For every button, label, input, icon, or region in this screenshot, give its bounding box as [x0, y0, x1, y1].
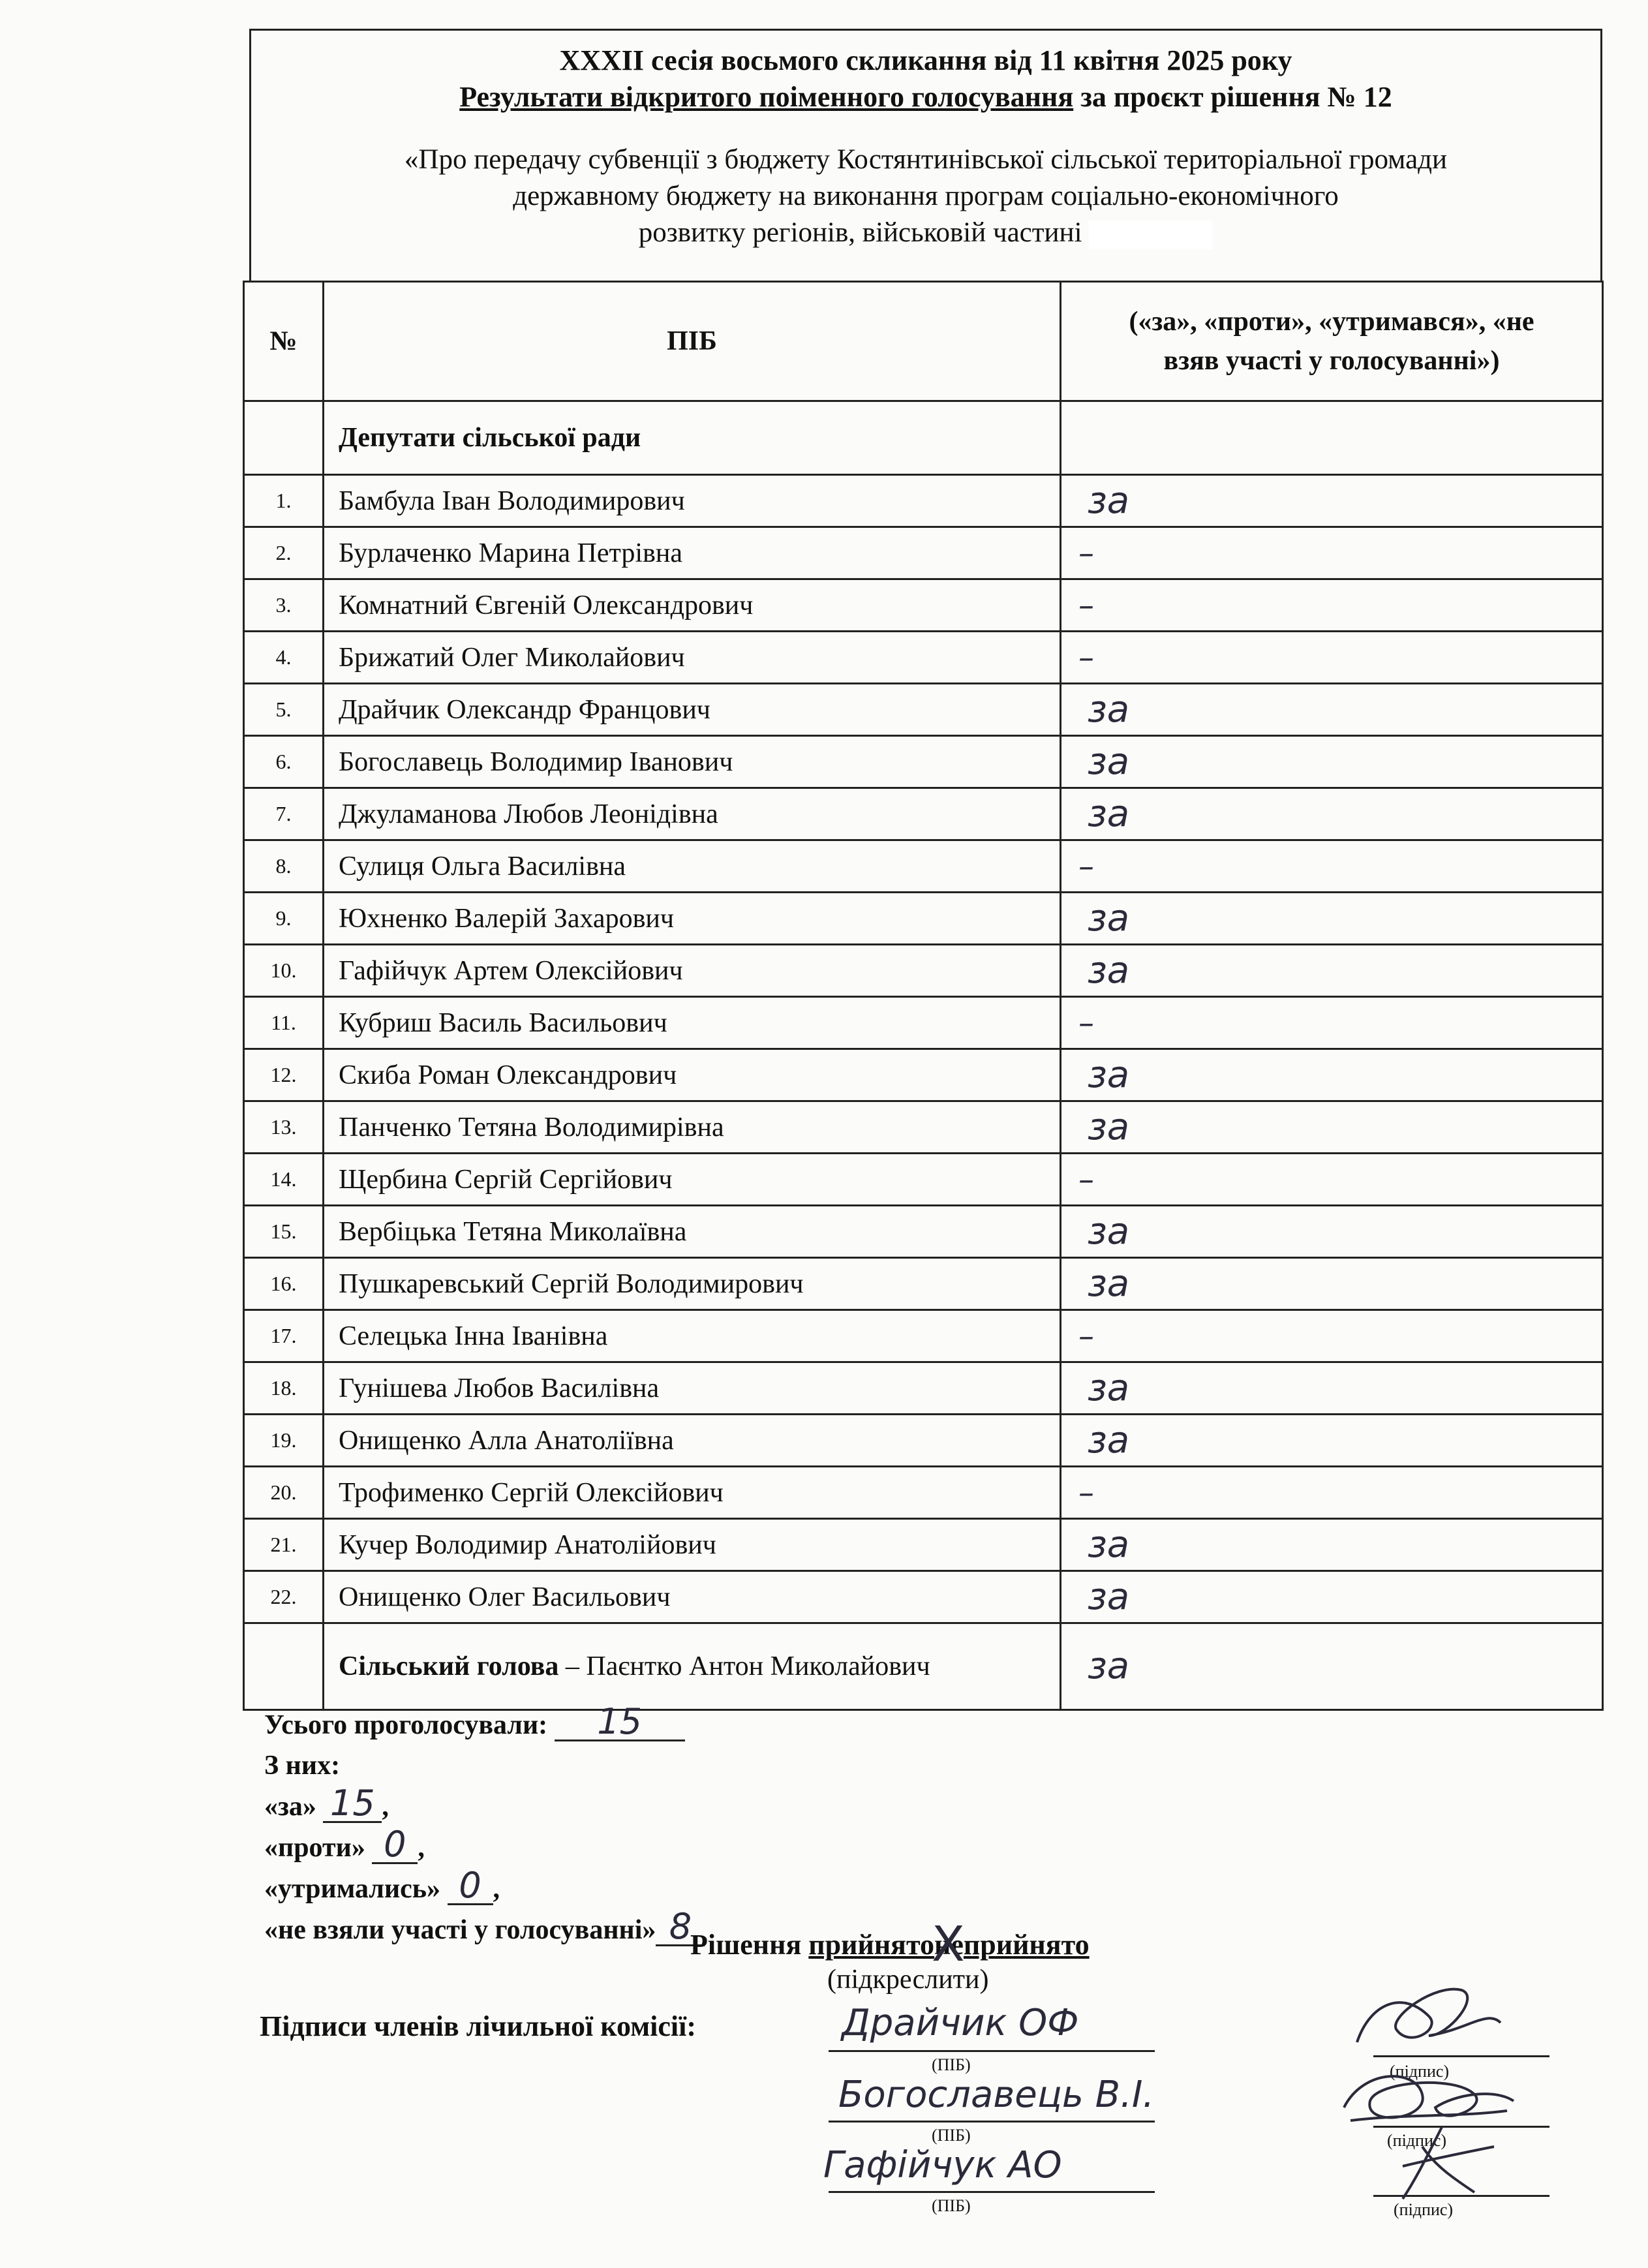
- row-number: 8.: [244, 840, 324, 893]
- row-number: 16.: [244, 1258, 324, 1310]
- total-value: 15: [555, 1704, 685, 1741]
- table-row: [244, 1049, 1603, 1101]
- table-row: [244, 475, 1603, 527]
- deputy-name: Трофименко Сергій Олексійович: [324, 1467, 1061, 1519]
- absent-line: [264, 1906, 705, 1950]
- abstain-value: 0: [448, 1868, 493, 1905]
- vote-value: за: [1061, 1258, 1603, 1310]
- vote-value: –: [1061, 1154, 1603, 1206]
- vote-value: за: [1061, 1362, 1603, 1415]
- row-number: 10.: [244, 945, 324, 997]
- subject-line-2: державному бюджету на виконання програм соціально-економічного: [513, 181, 1339, 211]
- deputy-name: Юхненко Валерій Захарович: [324, 893, 1061, 945]
- vote-value: за: [1061, 684, 1603, 736]
- table-row: [244, 840, 1603, 893]
- deputy-name: Драйчик Олександр Францович: [324, 684, 1061, 736]
- deputy-name: Селецька Інна Іванівна: [324, 1310, 1061, 1362]
- decision-prefix: Рішення: [690, 1929, 809, 1961]
- village-head-name: [324, 1623, 1061, 1710]
- table-row: [244, 1519, 1603, 1571]
- deputy-name: Гафійчук Артем Олексійович: [324, 945, 1061, 997]
- deputy-name: Бурлаченко Марина Петрівна: [324, 527, 1061, 579]
- table-row: [244, 632, 1603, 684]
- document-header: [249, 29, 1602, 282]
- row-number: 18.: [244, 1362, 324, 1415]
- deputy-name: Пушкаревський Сергій Володимирович: [324, 1258, 1061, 1310]
- vote-value: –: [1061, 1310, 1603, 1362]
- table-row: [244, 527, 1603, 579]
- commission-signatures-label: Підписи членів лічильної комісії:: [260, 2010, 697, 2042]
- for-line: «за» 15 ,: [264, 1783, 389, 1824]
- underline-hint: (підкреслити): [827, 1965, 989, 1995]
- session-title: XXXII сесія восьмого скликання від 11 квітня 2025 року: [559, 44, 1292, 76]
- vote-value: за: [1061, 1101, 1603, 1154]
- deputy-name: Онищенко Алла Анатоліївна: [324, 1415, 1061, 1467]
- vote-value: за: [1061, 788, 1603, 840]
- vote-value: за: [1061, 1049, 1603, 1101]
- table-row: [244, 1571, 1603, 1623]
- table-row: [244, 684, 1603, 736]
- for-value: 15: [323, 1786, 382, 1823]
- deputy-name: Скиба Роман Олександрович: [324, 1049, 1061, 1101]
- vote-value: –: [1061, 1467, 1603, 1519]
- deputy-name: Кубриш Василь Васильович: [324, 997, 1061, 1049]
- signature-3: [1364, 2121, 1507, 2205]
- section-vote-cell: [1061, 401, 1603, 475]
- column-header-number: №: [244, 282, 324, 401]
- table-row: [244, 1310, 1603, 1362]
- vote-summary: [264, 1701, 705, 1950]
- village-head-title: Сільський голова: [339, 1651, 559, 1681]
- subject-line-3-text: розвитку регіонів, військовій частині: [638, 217, 1082, 248]
- against-line: «проти» 0 ,: [264, 1824, 425, 1865]
- row-number: 9.: [244, 893, 324, 945]
- table-row: [244, 893, 1603, 945]
- vote-value: за: [1061, 1571, 1603, 1623]
- vote-value: –: [1061, 840, 1603, 893]
- row-number: 20.: [244, 1467, 324, 1519]
- deputy-name: Джуламанова Любов Леонідівна: [324, 788, 1061, 840]
- decision-rejected: прийнято: [963, 1929, 1090, 1961]
- table-row: [244, 788, 1603, 840]
- name-caption-1: (ПІБ): [932, 2055, 971, 2074]
- column-header-vote-line2: взяв участі у голосуванні»): [1163, 346, 1500, 376]
- signature-1: [1331, 1964, 1527, 2062]
- abstain-label: «утримались»: [264, 1874, 441, 1904]
- row-number: 2.: [244, 527, 324, 579]
- deputy-name: Бамбула Іван Володимирович: [324, 475, 1061, 527]
- redaction-mask: [1089, 221, 1213, 249]
- table-row: [244, 997, 1603, 1049]
- row-number: 3.: [244, 579, 324, 632]
- row-number: 11.: [244, 997, 324, 1049]
- deputy-name: Щербина Сергій Сергійович: [324, 1154, 1061, 1206]
- subject-line-3: [251, 215, 1600, 251]
- of-them-label: З них:: [264, 1751, 341, 1781]
- village-head-fullname: – Паєнтко Антон Миколайович: [558, 1651, 930, 1681]
- results-title: [251, 79, 1600, 115]
- absent-value: 8: [656, 1909, 705, 1946]
- deputy-name: Вербіцька Тетяна Миколаївна: [324, 1206, 1061, 1258]
- decision-line: [690, 1928, 1090, 1961]
- column-header-vote-line1: («за», «проти», «утримався», «не: [1129, 307, 1534, 337]
- vote-value: за: [1061, 1415, 1603, 1467]
- commission-member-name-1: Драйчик ОФ: [842, 2002, 1079, 2044]
- row-number: 12.: [244, 1049, 324, 1101]
- row-number: 19.: [244, 1415, 324, 1467]
- table-row: [244, 1206, 1603, 1258]
- subject-line-1: «Про передачу субвенції з бюджету Костянтинівської сільської територіальної громади: [404, 144, 1448, 175]
- table-row: [244, 579, 1603, 632]
- sign-caption-2: (підпис): [1387, 2131, 1447, 2150]
- table-row: [244, 945, 1603, 997]
- name-line-3: [829, 2191, 1155, 2193]
- column-header-vote: [1061, 282, 1603, 401]
- name-caption-2: (ПІБ): [932, 2126, 971, 2145]
- section-number-cell: [244, 401, 324, 475]
- results-title-rest: за проєкт рішення № 12: [1073, 81, 1392, 113]
- for-label: «за»: [264, 1792, 316, 1822]
- vote-value: за: [1061, 893, 1603, 945]
- vote-value: за: [1061, 1519, 1603, 1571]
- deputy-name: Онищенко Олег Васильович: [324, 1571, 1061, 1623]
- table-row: [244, 1415, 1603, 1467]
- table-row: [244, 736, 1603, 788]
- row-number: 1.: [244, 475, 324, 527]
- village-head-vote: за: [1061, 1623, 1603, 1710]
- section-row: [244, 401, 1603, 475]
- vote-value: за: [1061, 736, 1603, 788]
- column-header-name: ПІБ: [324, 282, 1061, 401]
- decision-accepted: прийнято: [808, 1929, 935, 1961]
- absent-label: «не взяли участі у голосуванні»: [264, 1915, 656, 1945]
- table-row: [244, 1362, 1603, 1415]
- vote-value: –: [1061, 997, 1603, 1049]
- head-row: [244, 1623, 1603, 1710]
- vote-value: за: [1061, 475, 1603, 527]
- vote-table: [243, 281, 1604, 1711]
- sign-caption-3: (підпис): [1394, 2200, 1454, 2219]
- commission-member-name-2: Богославець В.І.: [838, 2074, 1155, 2116]
- vote-value: –: [1061, 579, 1603, 632]
- against-label: «проти»: [264, 1833, 365, 1863]
- sign-caption-1: (підпис): [1390, 2062, 1450, 2081]
- deputy-name: Кучер Володимир Анатолійович: [324, 1519, 1061, 1571]
- deputy-name: Сулиця Ольга Василівна: [324, 840, 1061, 893]
- row-number: 14.: [244, 1154, 324, 1206]
- vote-value: за: [1061, 1206, 1603, 1258]
- table-row: [244, 1154, 1603, 1206]
- name-line-1: [829, 2050, 1155, 2052]
- row-number: 17.: [244, 1310, 324, 1362]
- row-number: 4.: [244, 632, 324, 684]
- row-number: 21.: [244, 1519, 324, 1571]
- name-caption-3: (ПІБ): [932, 2196, 971, 2215]
- row-number: 22.: [244, 1571, 324, 1623]
- row-number: 15.: [244, 1206, 324, 1258]
- table-row: [244, 1467, 1603, 1519]
- row-number: 7.: [244, 788, 324, 840]
- vote-value: за: [1061, 945, 1603, 997]
- against-value: 0: [372, 1827, 418, 1864]
- commission-member-name-3: Гафійчук АО: [823, 2144, 1062, 2186]
- abstain-line: «утримались» 0 ,: [264, 1865, 500, 1906]
- total-line: [264, 1701, 705, 1745]
- total-label: Усього проголосували:: [264, 1710, 548, 1740]
- row-number: 6.: [244, 736, 324, 788]
- row-number: 13.: [244, 1101, 324, 1154]
- section-label: Депутати сільської ради: [324, 401, 1061, 475]
- deputy-name: Брижатий Олег Миколайович: [324, 632, 1061, 684]
- vote-value: –: [1061, 632, 1603, 684]
- decision-subject: [251, 142, 1600, 251]
- head-number-cell: [244, 1623, 324, 1710]
- table-row: [244, 1101, 1603, 1154]
- results-title-underlined: Результати відкритого поіменного голосування: [459, 81, 1074, 113]
- name-line-2: [829, 2121, 1155, 2122]
- row-number: 5.: [244, 684, 324, 736]
- table-row: [244, 1258, 1603, 1310]
- deputy-name: Богославець Володимир Іванович: [324, 736, 1061, 788]
- deputy-name: Гунішева Любов Василівна: [324, 1362, 1061, 1415]
- decision-negation: не X: [934, 1928, 964, 1961]
- deputy-name: Панченко Тетяна Володимирівна: [324, 1101, 1061, 1154]
- vote-value: –: [1061, 527, 1603, 579]
- deputy-name: Комнатний Євгеній Олександрович: [324, 579, 1061, 632]
